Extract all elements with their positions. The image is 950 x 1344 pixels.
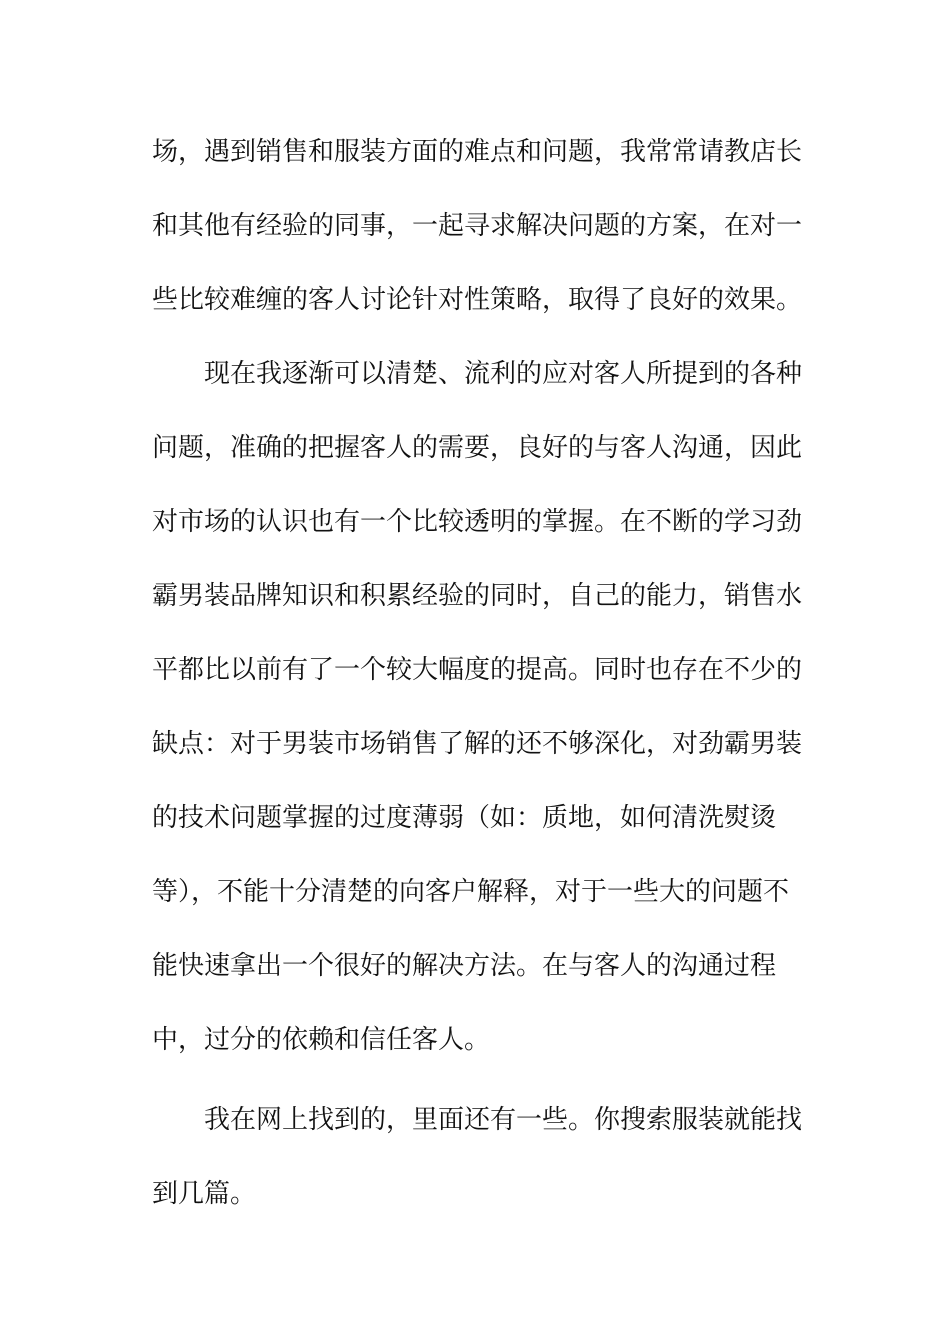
text-line: 场，遇到销售和服装方面的难点和问题，我常常请教店长 <box>152 137 803 167</box>
text-line: 和其他有经验的同事，一起寻求解决问题的方案，在对一 <box>152 211 803 241</box>
text-line: 问题，准确的把握客人的需要，良好的与客人沟通，因此 <box>152 433 803 463</box>
paragraph-first-line: 我在网上找到的，里面还有一些。你搜索服装就能找 <box>204 1105 803 1135</box>
text-line: 的技术问题掌握的过度薄弱（如：质地，如何清洗熨烫 <box>152 803 777 833</box>
text-line: 缺点：对于男装市场销售了解的还不够深化，对劲霸男装 <box>152 729 803 759</box>
paragraph-first-line: 现在我逐渐可以清楚、流利的应对客人所提到的各种 <box>204 359 803 389</box>
text-line: 中，过分的依赖和信任客人。 <box>152 1025 491 1055</box>
text-line: 能快速拿出一个很好的解决方法。在与客人的沟通过程 <box>152 951 777 981</box>
text-line: 等），不能十分清楚的向客户解释，对于一些大的问题不 <box>152 877 790 907</box>
text-line: 些比较难缠的客人讨论针对性策略，取得了良好的效果。 <box>152 285 803 315</box>
text-line: 霸男装品牌知识和积累经验的同时，自己的能力，销售水 <box>152 581 803 611</box>
text-line: 平都比以前有了一个较大幅度的提高。同时也存在不少的 <box>152 655 803 685</box>
text-line: 到几篇。 <box>152 1179 257 1209</box>
text-line: 对市场的认识也有一个比较透明的掌握。在不断的学习劲 <box>152 507 803 537</box>
